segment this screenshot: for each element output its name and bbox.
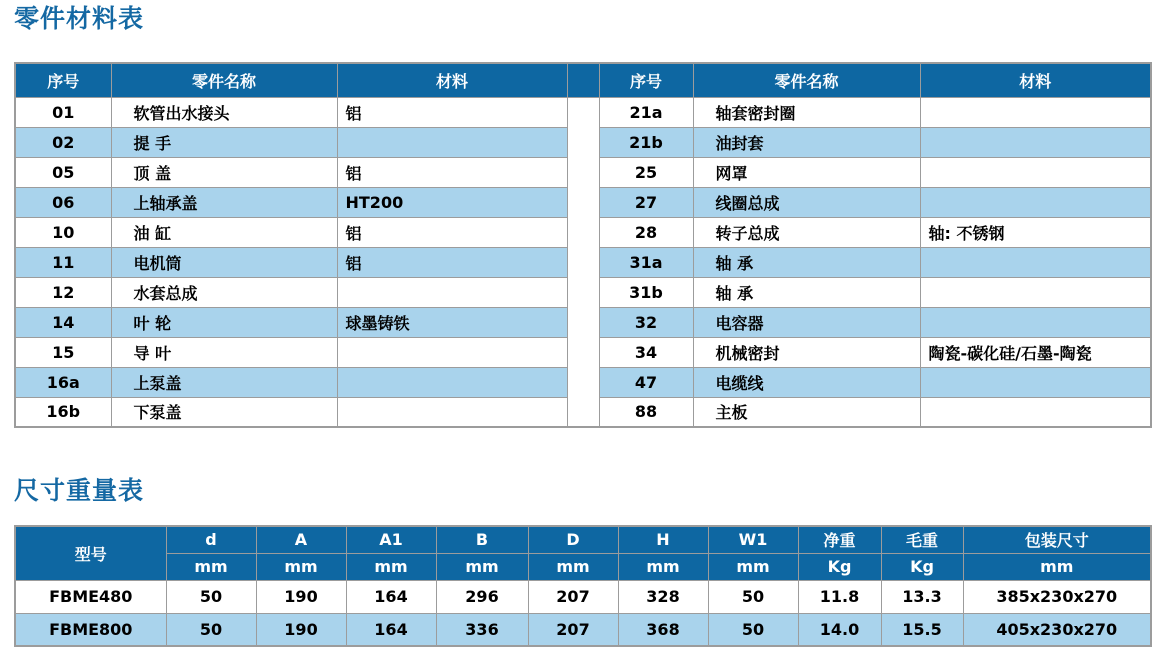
part-no-cell: 21a <box>599 97 693 127</box>
dim-value-cell: 385x230x270 <box>963 580 1151 613</box>
dims-header-row-labels <box>15 526 1151 553</box>
part-no-cell: 88 <box>599 397 693 427</box>
part-no-cell: 06 <box>15 187 111 217</box>
dim-value-cell: 50 <box>166 580 256 613</box>
part-no-cell: 28 <box>599 217 693 247</box>
dim-value-cell: 336 <box>436 613 528 646</box>
part-name-cell: 网罩 <box>693 157 920 187</box>
part-material-cell <box>920 307 1151 337</box>
dims-header-unit: mm <box>708 553 798 580</box>
part-material-cell <box>920 397 1151 427</box>
dim-value-cell: 15.5 <box>881 613 963 646</box>
dims-header-unit: mm <box>166 553 256 580</box>
part-no-cell: 27 <box>599 187 693 217</box>
part-material-cell <box>920 367 1151 397</box>
dim-value-cell: 50 <box>708 580 798 613</box>
part-name-cell: 下泵盖 <box>111 397 337 427</box>
parts-table-title: 零件材料表 <box>14 4 145 33</box>
part-material-cell <box>337 127 567 157</box>
dims-header-label: 净重 <box>798 526 881 553</box>
part-name-cell: 电缆线 <box>693 367 920 397</box>
model-cell: FBME800 <box>15 613 166 646</box>
part-no-cell: 05 <box>15 157 111 187</box>
part-material-cell <box>337 277 567 307</box>
part-material-cell <box>920 277 1151 307</box>
dim-value-cell: 207 <box>528 613 618 646</box>
dims-header-label: W1 <box>708 526 798 553</box>
dims-header-unit: mm <box>963 553 1151 580</box>
part-name-cell: 轴套密封圈 <box>693 97 920 127</box>
part-name-cell: 提 手 <box>111 127 337 157</box>
part-no-cell: 10 <box>15 217 111 247</box>
part-name-cell: 上泵盖 <box>111 367 337 397</box>
table-spacer-cell <box>567 97 599 427</box>
part-name-cell: 电机筒 <box>111 247 337 277</box>
part-material-cell: 陶瓷-碳化硅/石墨-陶瓷 <box>920 337 1151 367</box>
dim-value-cell: 11.8 <box>798 580 881 613</box>
parts-material-table <box>14 62 1152 428</box>
parts-header-material-left: 材料 <box>337 63 567 97</box>
dims-header-label: A1 <box>346 526 436 553</box>
part-material-cell: 轴: 不锈钢 <box>920 217 1151 247</box>
part-no-cell: 31b <box>599 277 693 307</box>
part-no-cell: 47 <box>599 367 693 397</box>
parts-header-name-left: 零件名称 <box>111 63 337 97</box>
dims-header-label: 毛重 <box>881 526 963 553</box>
part-no-cell: 14 <box>15 307 111 337</box>
part-material-cell <box>337 337 567 367</box>
dims-table-title: 尺寸重量表 <box>14 476 145 505</box>
parts-table-header-row <box>15 63 1151 97</box>
parts-header-spacer <box>567 63 599 97</box>
dims-header-label: D <box>528 526 618 553</box>
part-name-cell: 轴 承 <box>693 247 920 277</box>
part-name-cell: 叶 轮 <box>111 307 337 337</box>
part-material-cell <box>920 157 1151 187</box>
dims-table-row <box>15 613 1151 646</box>
dim-value-cell: 164 <box>346 613 436 646</box>
part-no-cell: 11 <box>15 247 111 277</box>
part-name-cell: 软管出水接头 <box>111 97 337 127</box>
part-name-cell: 转子总成 <box>693 217 920 247</box>
dims-header-row-units <box>15 553 1151 580</box>
dim-value-cell: 296 <box>436 580 528 613</box>
part-no-cell: 21b <box>599 127 693 157</box>
part-no-cell: 32 <box>599 307 693 337</box>
part-material-cell: 铝 <box>337 97 567 127</box>
dims-header-unit: mm <box>256 553 346 580</box>
dims-header-unit: mm <box>346 553 436 580</box>
dim-value-cell: 164 <box>346 580 436 613</box>
dims-header-label: d <box>166 526 256 553</box>
part-material-cell <box>337 397 567 427</box>
parts-header-no-left: 序号 <box>15 63 111 97</box>
part-name-cell: 电容器 <box>693 307 920 337</box>
part-name-cell: 油 缸 <box>111 217 337 247</box>
dim-value-cell: 13.3 <box>881 580 963 613</box>
part-name-cell: 线圈总成 <box>693 187 920 217</box>
part-no-cell: 25 <box>599 157 693 187</box>
part-material-cell <box>337 367 567 397</box>
dim-value-cell: 50 <box>166 613 256 646</box>
dims-header-unit: mm <box>528 553 618 580</box>
part-no-cell: 34 <box>599 337 693 367</box>
part-material-cell: 铝 <box>337 217 567 247</box>
part-name-cell: 顶 盖 <box>111 157 337 187</box>
part-material-cell: 铝 <box>337 157 567 187</box>
part-no-cell: 15 <box>15 337 111 367</box>
dim-value-cell: 328 <box>618 580 708 613</box>
part-no-cell: 12 <box>15 277 111 307</box>
part-no-cell: 16a <box>15 367 111 397</box>
part-material-cell <box>920 247 1151 277</box>
part-name-cell: 轴 承 <box>693 277 920 307</box>
parts-header-name-right: 零件名称 <box>693 63 920 97</box>
dims-header-unit: Kg <box>798 553 881 580</box>
dims-header-label: H <box>618 526 708 553</box>
dims-header-model: 型号 <box>15 526 166 580</box>
dims-header-unit: Kg <box>881 553 963 580</box>
part-name-cell: 上轴承盖 <box>111 187 337 217</box>
dim-value-cell: 14.0 <box>798 613 881 646</box>
model-cell: FBME480 <box>15 580 166 613</box>
parts-header-material-right: 材料 <box>920 63 1151 97</box>
part-material-cell: HT200 <box>337 187 567 217</box>
part-material-cell <box>920 97 1151 127</box>
dimension-weight-table <box>14 525 1152 647</box>
dims-header-label: A <box>256 526 346 553</box>
part-name-cell: 油封套 <box>693 127 920 157</box>
dim-value-cell: 405x230x270 <box>963 613 1151 646</box>
dims-header-label: B <box>436 526 528 553</box>
part-name-cell: 主板 <box>693 397 920 427</box>
dim-value-cell: 207 <box>528 580 618 613</box>
dim-value-cell: 190 <box>256 613 346 646</box>
dims-table-row <box>15 580 1151 613</box>
part-no-cell: 31a <box>599 247 693 277</box>
part-no-cell: 01 <box>15 97 111 127</box>
parts-header-no-right: 序号 <box>599 63 693 97</box>
dims-header-unit: mm <box>618 553 708 580</box>
dims-header-label: 包装尺寸 <box>963 526 1151 553</box>
part-no-cell: 02 <box>15 127 111 157</box>
part-material-cell: 铝 <box>337 247 567 277</box>
part-material-cell <box>920 187 1151 217</box>
part-name-cell: 水套总成 <box>111 277 337 307</box>
dim-value-cell: 50 <box>708 613 798 646</box>
part-material-cell: 球墨铸铁 <box>337 307 567 337</box>
part-no-cell: 16b <box>15 397 111 427</box>
dim-value-cell: 368 <box>618 613 708 646</box>
parts-table-row <box>15 97 1151 127</box>
part-name-cell: 机械密封 <box>693 337 920 367</box>
part-name-cell: 导 叶 <box>111 337 337 367</box>
part-material-cell <box>920 127 1151 157</box>
dim-value-cell: 190 <box>256 580 346 613</box>
dims-header-unit: mm <box>436 553 528 580</box>
